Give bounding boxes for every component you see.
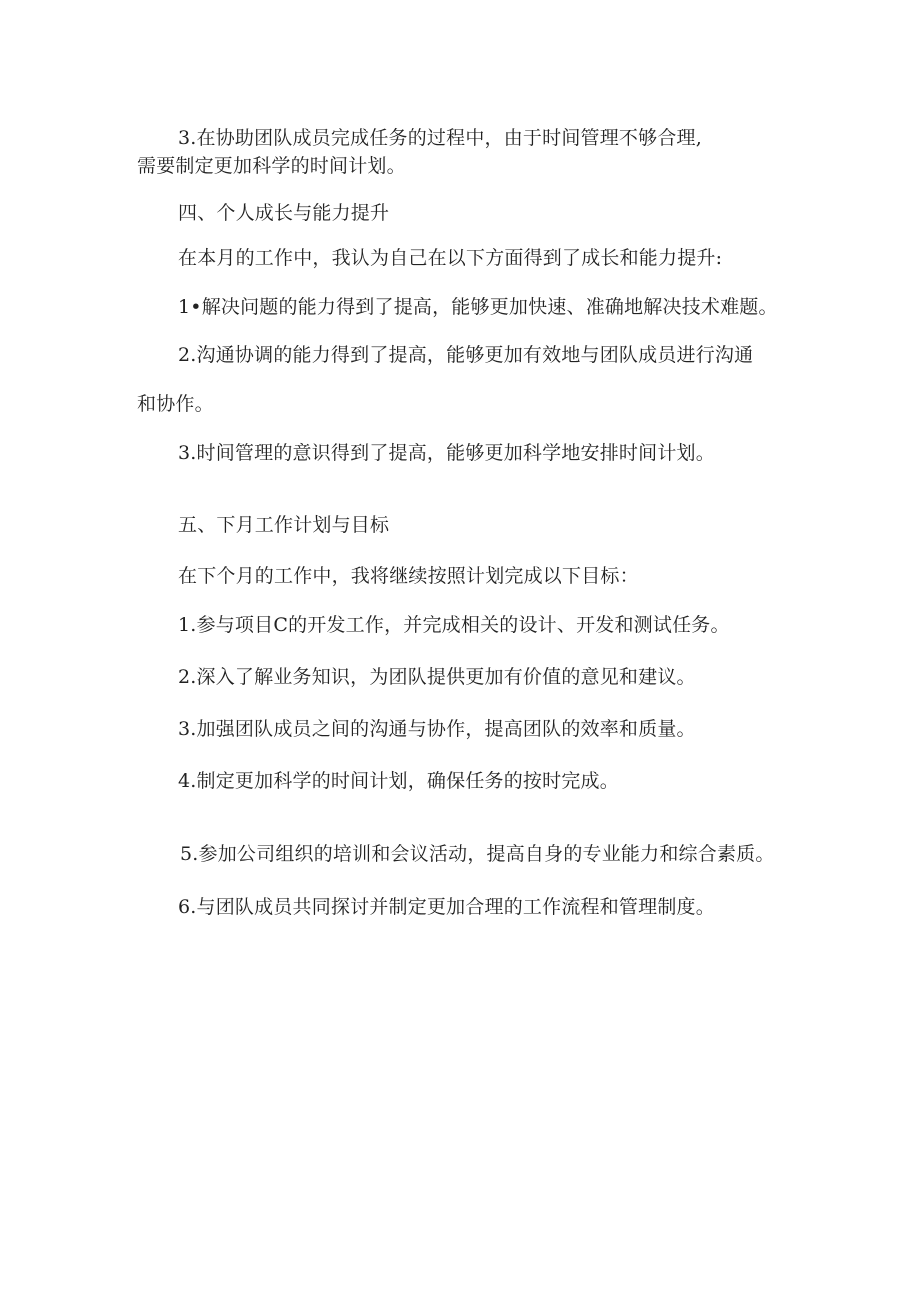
list-item: 2.深入了解业务知识，为团队提供更加有价值的意见和建议。	[178, 666, 696, 688]
section-title-plan: 五、下月工作计划与目标	[178, 514, 390, 536]
list-item: 2.沟通协调的能力得到了提高，能够更加有效地与团队成员进行沟通	[178, 344, 754, 366]
list-item: 5.参加公司组织的培训和会议活动，提高自身的专业能力和综合素质。	[180, 843, 775, 865]
section-intro-plan: 在下个月的工作中，我将继续按照计划完成以下目标：	[178, 565, 639, 587]
section-intro-growth: 在本月的工作中，我认为自己在以下方面得到了成长和能力提升:	[178, 247, 723, 269]
list-item: 3.加强团队成员之间的沟通与协作，提高团队的效率和质量。	[178, 718, 696, 740]
list-item: 3.时间管理的意识得到了提高，能够更加科学地安排时间计划。	[178, 442, 715, 464]
paragraph-line: 3.在协助团队成员完成任务的过程中，由于时间管理不够合理,	[178, 127, 702, 149]
list-item: 1.参与项目C的开发工作，并完成相关的设计、开发和测试任务。	[178, 614, 730, 636]
list-item: 6.与团队成员共同探讨并制定更加合理的工作流程和管理制度。	[178, 896, 715, 918]
section-title-growth: 四、个人成长与能力提升	[178, 202, 390, 224]
list-item: 1•解决问题的能力得到了提高，能够更加快速、准确地解决技术难题。	[178, 296, 778, 318]
paragraph-line: 需要制定更加科学的时间计划。	[137, 155, 406, 177]
list-item: 4.制定更加科学的时间计划，确保任务的按时完成。	[178, 770, 619, 792]
list-item-continuation: 和协作。	[137, 393, 214, 415]
